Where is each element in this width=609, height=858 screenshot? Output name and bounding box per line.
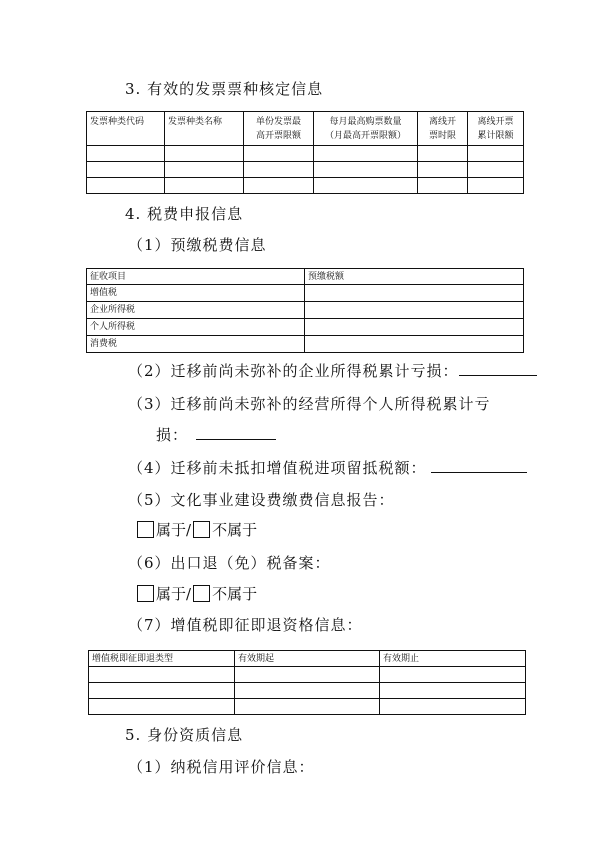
prepaid-table-header-row (87, 269, 524, 285)
item-5-yes-checkbox[interactable] (137, 521, 154, 538)
header-monthly-quantity: 每月最高购票数量 （月最高开票限额） (314, 112, 418, 146)
header-collection-item: 征收项目 (87, 269, 305, 285)
prepaid-tax-table (86, 268, 524, 353)
item-6-options (137, 583, 257, 604)
item-5-options (137, 519, 257, 540)
header-refund-type: 增值税即征即退类型 (89, 651, 235, 667)
refund-table-header-row (89, 651, 526, 667)
invoice-type-table (86, 111, 524, 194)
header-invoice-type-name: 发票种类名称 (165, 112, 244, 146)
table-row: 个人所得税 (87, 319, 524, 336)
section-4-title: 4. 税费申报信息 (125, 205, 244, 223)
section-3-title: 3. 有效的发票票种核定信息 (125, 80, 324, 98)
header-offline-cumulative-limit: 离线开票 累计限额 (468, 112, 524, 146)
item-7-label: （7）增值税即征即退资格信息： (128, 616, 363, 634)
item-4-line (128, 457, 527, 478)
item-2-blank[interactable] (459, 361, 537, 376)
table-row (87, 146, 524, 162)
immediate-refund-table (88, 650, 526, 715)
credit-rating-subtitle: （1）纳税信用评价信息： (128, 758, 315, 776)
header-single-invoice-limit: 单份发票最 高开票限额 (244, 112, 314, 146)
item-5-label: （5）文化事业建设费缴费信息报告： (128, 491, 395, 509)
item-6-no-checkbox[interactable] (193, 585, 210, 602)
item-4-label: （4）迁移前未抵扣增值税进项留抵税额： (128, 459, 427, 477)
item-4-blank[interactable] (431, 458, 527, 473)
prepaid-tax-subtitle: （1）预缴税费信息 (128, 236, 267, 254)
item-5-no-label: 不属于 (212, 521, 258, 539)
header-invoice-type-code: 发票种类代码 (87, 112, 165, 146)
item-6-label: （6）出口退（免）税备案： (128, 554, 331, 572)
item-6-yes-label: 属于/ (156, 585, 192, 603)
table-row: 增值税 (87, 285, 524, 302)
table-row (89, 683, 526, 699)
item-5-yes-label: 属于/ (156, 521, 192, 539)
table-row: 企业所得税 (87, 302, 524, 319)
item-3-label-cont: 损： (156, 426, 189, 444)
item-2-label: （2）迁移前尚未弥补的企业所得税累计亏损： (128, 362, 459, 380)
header-valid-to: 有效期止 (380, 651, 526, 667)
header-valid-from: 有效期起 (235, 651, 380, 667)
table-row (89, 667, 526, 683)
header-prepaid-amount: 预缴税额 (305, 269, 524, 285)
item-3-label: （3）迁移前尚未弥补的经营所得个人所得税累计亏 (128, 395, 491, 413)
table-row: 消费税 (87, 336, 524, 353)
item-2-line (128, 360, 537, 381)
section-5-title: 5. 身份资质信息 (125, 726, 244, 744)
item-3-line2 (156, 424, 276, 445)
item-3-blank[interactable] (196, 425, 276, 440)
item-6-yes-checkbox[interactable] (137, 585, 154, 602)
table-row (87, 162, 524, 178)
table-row (87, 178, 524, 194)
table-row (89, 699, 526, 715)
item-5-no-checkbox[interactable] (193, 521, 210, 538)
invoice-table-header-row (87, 112, 524, 146)
header-offline-time-limit: 离线开 票时限 (418, 112, 468, 146)
item-6-no-label: 不属于 (212, 585, 258, 603)
